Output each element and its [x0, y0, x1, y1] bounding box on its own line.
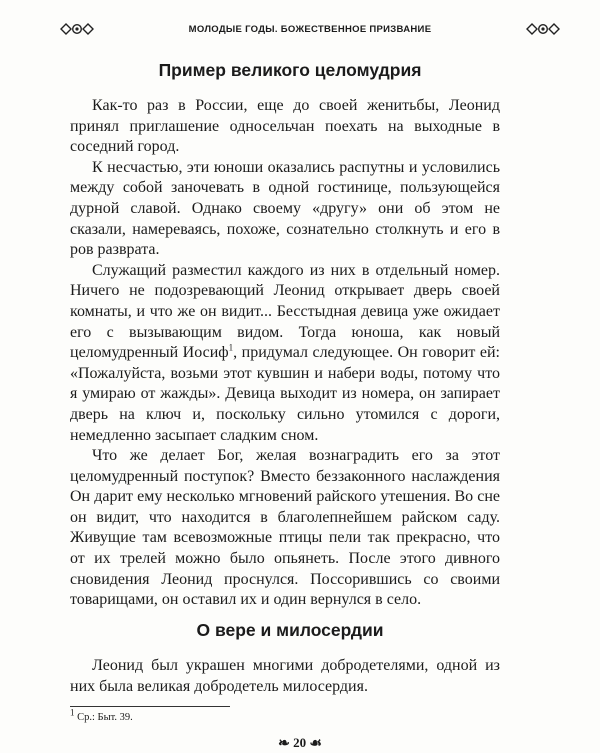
diamond-ornament-icon: [526, 23, 560, 35]
section-title: Пример великого целомудрия: [158, 60, 422, 80]
section-title: О вере и милосердии: [196, 620, 384, 640]
footnote-reference[interactable]: 1: [228, 342, 234, 353]
paragraph-text: , придумал следующее. Он говорит ей: «Пожалуйста, возьми этот кувшин и набери воды, потому что я умираю от жажды». Девица выходит из номера, он запирает дверь на ключ и, поскольку сильно утомился с дороги, немедленно засыпает сладким сном.: [70, 344, 500, 444]
paragraph: Как-то раз в России, еще до своей женитьбы, Леонид принял приглашение односельчан поехать на выходные в соседний город.: [70, 97, 500, 156]
paragraph-text: Служащий разместил каждого из них в отдельный номер. Ничего не подозревающий Леонид открывает дверь своей комнаты, и что же он видит... Бесстыдная девица уже ожидает его с вызывающим видом. Тогда юноша, как новый целомудренный Иосиф: [70, 261, 500, 362]
footnote-text: Ср.: Быт. 39.: [77, 712, 133, 723]
paragraph: К несчастью, эти юноши оказались распутны и условились между собой заночевать в одной гостинице, пользующейся дурной славой. Однако своему «другу» они об этом не сказали, намереваясь, похоже, сознательно столкнуть и его в ров разврата.: [70, 158, 500, 259]
section-body: [70, 656, 500, 697]
page-number: 20: [293, 735, 307, 750]
header-ornament-icon: [60, 23, 94, 35]
section-body: [70, 96, 500, 611]
running-header: [60, 20, 560, 38]
footnote-divider: [70, 706, 230, 707]
paragraph: Леонид был украшен многими добродетелями, одной из них была великая добродетель милосердия.: [70, 657, 500, 695]
running-title: МОЛОДЫЕ ГОДЫ. БОЖЕСТВЕННОЕ ПРИЗВАНИЕ: [188, 23, 432, 35]
flourish-icon: ❧: [278, 736, 290, 752]
paragraph: [70, 261, 500, 446]
header-ornament-icon: [526, 23, 560, 35]
footnote-marker: 1: [70, 707, 75, 718]
diamond-ornament-icon: [60, 23, 94, 35]
paragraph: Что же делает Бог, желая вознаградить его за этот целомудренный поступок? Вместо беззаконного наслаждения Он дарит ему несколько мгновений райского утешения. Во сне он видит, что находится в благолепнейшем райском саду. Живущие там всевозможные птицы пели так прекрасно, что от их трелей можно было опьянеть. После этого дивного сновидения Леонид проснулся. Поссорившись со своими товарищами, он оставил их и один вернулся в село.: [70, 447, 500, 609]
footnote: [70, 707, 133, 723]
flourish-icon: ☙: [309, 736, 322, 752]
